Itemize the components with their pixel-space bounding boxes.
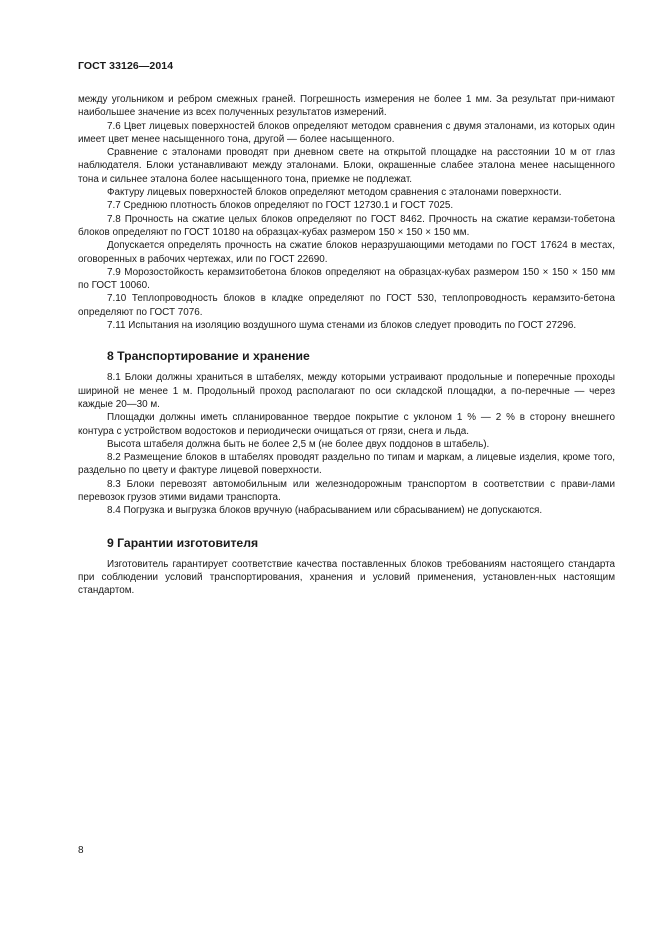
paragraph: Фактуру лицевых поверхностей блоков определяют методом сравнения с эталонами поверхности. [107,187,562,199]
page-body [78,93,615,598]
paragraph: 7.9 Морозостойкость керамзитобетона блоков определяют на образцах-кубах размером 150 × 150 × 150 мм по ГОСТ 10060. [78,266,615,292]
document-header: ГОСТ 33126—2014 [78,60,174,72]
paragraph: Сравнение с эталонами проводят при дневном свете на открытой площадке на расстоянии 10 м от глаз наблюдателя. Блоки устанавливают между эталонами. Блоки, окрашенные слабее эталона менее насыщенного тона и сильнее эталона более насыщенного тона, приемке не подлежат. [78,147,615,185]
paragraph: между угольником и ребром смежных граней. Погрешность измерения не более 1 мм. За результат при-нимают наибольшее значение из всех полученных результатов измерений. [78,94,615,119]
paragraph: 7.6 Цвет лицевых поверхностей блоков определяют методом сравнения с двумя эталонами, из которых один имеет цвет менее насыщенного тона, другой — более насыщенного. [78,120,615,145]
paragraph: 8.2 Размещение блоков в штабелях проводят раздельно по типам и маркам, а лицевые изделия, кроме того, раздельно по цвету и фактуре лицевой поверхности. [78,452,615,477]
paragraph: 8.1 Блоки должны храниться в штабелях, между которыми устраивают продольные и поперечные проходы шириной не менее 1 м. Продольный проход располагают по оси складской площадки, а по-перечные — через каждые 20—30 м. [78,372,615,410]
paragraph: Допускается определять прочность на сжатие блоков неразрушающими методами по ГОСТ 17624 в местах, оговоренных в рабочих чертежах, или по ГОСТ 22690. [78,240,615,265]
paragraph: 8.4 Погрузка и выгрузка блоков вручную (набрасыванием или сбрасыванием) не допускаются. [107,505,543,517]
section-heading-9: 9 Гарантии изготовителя [107,535,259,550]
page-number: 8 [78,845,84,856]
paragraph: 7.11 Испытания на изоляцию воздушного шума стенами из блоков следует проводить по ГОСТ 27296. [107,320,577,332]
paragraph: 7.7 Среднюю плотность блоков определяют по ГОСТ 12730.1 и ГОСТ 7025. [107,200,454,212]
paragraph: Площадки должны иметь спланированное твердое покрытие с уклоном 1 % — 2 % в сторону внешнего контура с устройством водостоков и периодически очищаться от грязи, снега и льда. [78,412,615,437]
paragraph: 7.10 Теплопроводность блоков в кладке определяют по ГОСТ 530, теплопроводность керамзито-бетона определяют по ГОСТ 7076. [78,293,615,318]
paragraph: Изготовитель гарантирует соответствие качества поставленных блоков требованиям настоящего стандарта при соблюдении условий транспортирования, хранения и условий применения, установлен-ных настоящим стандартом. [78,558,615,597]
section-heading-8: 8 Транспортирование и хранение [107,349,310,364]
paragraph: 8.3 Блоки перевозят автомобильным или железнодорожным транспортом в соответствии с прави-лами перевозок грузов этими видами транспорта. [78,478,615,504]
paragraph: 7.8 Прочность на сжатие целых блоков определяют по ГОСТ 8462. Прочность на сжатие керамзи-тобетона блоков определяют по ГОСТ 10180 на образцах-кубах размером 150 × 150 × 150 мм. [78,213,615,238]
paragraph: Высота штабеля должна быть не более 2,5 м (не более двух поддонов в штабель). [107,438,490,450]
